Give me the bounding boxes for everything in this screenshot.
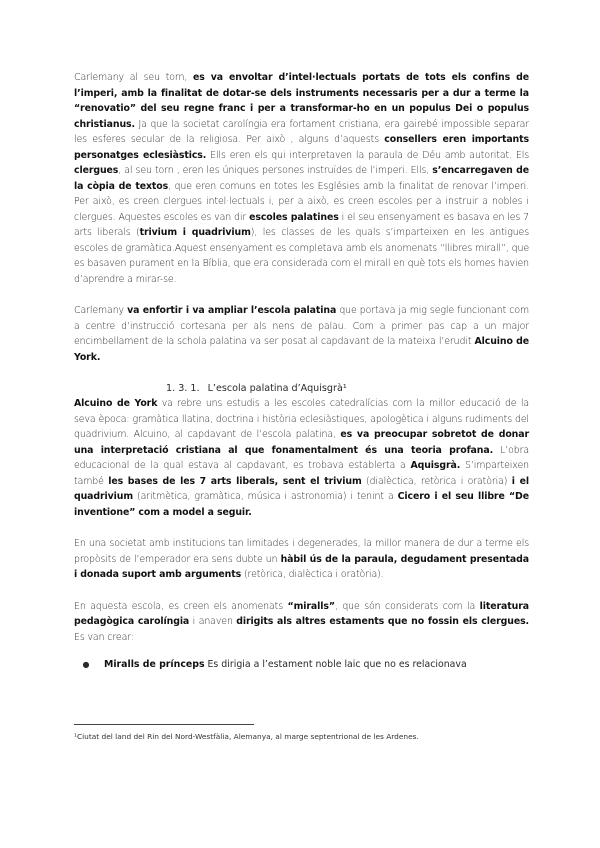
text-run: Ells eren els qui interpretaven la paraula de Déu amb autoritat. Els	[206, 149, 529, 161]
paragraph-escola-palatina	[74, 303, 529, 365]
bullet-icon: ●	[82, 660, 90, 669]
bold-text-run: escoles palatines	[249, 211, 339, 223]
text-run: va rebre uns estudis a les escoles catedralícias com la millor educació de la seva època: gramàtica llatina, doctrina i història eclesiàstiques, apologètica i alguns rudiments del quadrivium. Alcuino, al capdavant de l’escola palatina,	[74, 398, 529, 440]
text-run: (dialèctica, retòrica i oratòria)	[361, 475, 512, 487]
bold-text-run: clergues	[74, 165, 119, 176]
bold-text-run: trivium i quadrivium	[139, 227, 251, 238]
list-item-term: Miralls de prínceps	[104, 659, 205, 670]
bold-text-run: s’encarregaven de la còpia de textos	[74, 165, 529, 192]
section-number: 1. 3. 1.	[166, 383, 200, 394]
text-run: que portava ja mig segle funcionant com a centre d’instrucció cortesana per als nens de palau. Com a primer pas cap a un major encimbellament de la schola palatina va ser posat al capdavant de la mateixa l’erudit	[74, 305, 529, 347]
text-run: Carlemany	[74, 305, 128, 316]
bold-text-run: hàbil ús de la paraula, degudament presentada i donada suport amb arguments	[74, 553, 529, 580]
text-run: , al seu torn , eren les úniques persones instruïdes de l’imperi. Ells,	[118, 165, 433, 176]
section-title: L’escola palatina d’Aquisgrà¹	[207, 383, 347, 394]
bold-text-run: les bases de les 7 arts liberals, sent el trivium	[108, 475, 362, 487]
bold-text-run: Cicero i el seu llibre “De inventione” com a model a seguir.	[74, 491, 530, 518]
list-item-text	[104, 657, 467, 673]
section-heading	[74, 381, 529, 396]
text-run: En una societat amb institucions tan limitades i degenerades, la millor manera de dur a terme els propòsits de l’emperador era sens dubte un	[74, 538, 529, 565]
text-run: , que són considerats com la	[334, 600, 480, 612]
text-run: (retòrica, dialèctica i oratòria).	[241, 569, 384, 580]
text-run: i anaven	[189, 616, 237, 627]
text-run: Ja que la societat carolíngia era fortament cristiana, era gairebé impossible separar les esferes secular de la religiosa. Per això , alguns d’aquests	[74, 118, 529, 145]
page-content	[74, 70, 529, 673]
footnote-separator	[74, 724, 254, 725]
bold-text-run: literatura pedagògica carolíngia	[74, 600, 529, 627]
text-run: Es van crear:	[74, 631, 134, 643]
bold-text-run: dirigits als altres estaments que no fossin els clergues.	[236, 616, 530, 627]
list-item	[74, 657, 529, 673]
paragraph-carlemany-intro	[74, 70, 529, 287]
text-run: , que eren comuns en totes les Esglésies amb la finalitat de renovar l’imperi. Per això, es creen clergues intel·lectuals i, per a això, es creen escoles per a instruir a nobles i clergues. Aquestes escoles es van dir	[74, 180, 529, 223]
text-run: i el seu ensenyament es basava en les 7 arts liberals (	[74, 211, 529, 238]
bold-text-run: Alcuino de York	[74, 398, 158, 409]
text-run: L’obra educacional de la qual estava al capdavant, es trobava establerta a	[74, 444, 529, 471]
bold-text-run: Alcuino de York.	[74, 336, 529, 363]
paragraph-societat	[74, 536, 529, 583]
bold-text-run: i el quadrivium	[74, 475, 529, 502]
text-run: ), les classes de les quals s’imparteixen en les antigues escoles de gramàtica.Aquest ensenyament es completava amb els anomenats “llibres mirall”, que es basaven purament en la Bíblia, que era considerada com el mirall en què tots els homes havien d’aprendre a mirar-se.	[74, 227, 530, 285]
paragraph-alcuino	[74, 396, 529, 520]
bold-text-run: “miralls”	[287, 600, 335, 612]
bold-text-run: Aquisgrà.	[410, 460, 461, 471]
text-run: En aquesta escola, es creen els anomenats	[74, 600, 288, 612]
bold-text-run: es va envoltar d’intel·lectuals portats de tots els confins de l’imperi, amb la finalitat de dotar-se dels instruments necessaris per a dur a terme la “renovatio” del seu regne franc i per a transformar-ho en un populus Dei o populus christianus.	[74, 72, 529, 130]
list-item-description: Es dirigia a l’estament noble laic que no es relacionava	[204, 659, 467, 670]
bold-text-run: va enfortir i va ampliar l’escola palatina	[127, 305, 337, 316]
bold-text-run: consellers eren importants personatges eclesiàstics.	[74, 134, 529, 161]
text-run: Carlemany al seu torn,	[74, 72, 193, 83]
paragraph-miralls	[74, 599, 529, 646]
bold-text-run: es va preocupar sobretot de donar una interpretació cristiana al que fonamentalment és una teoria profana.	[74, 429, 529, 456]
text-run: S’imparteixen també	[74, 460, 529, 487]
text-run: (aritmètica, gramàtica, música i astronomia) i tenint a	[133, 491, 398, 502]
footnote: ¹Ciutat del land del Rin del Nord-Westfàlia, Alemanya, al marge septentrional de les Ardenes.	[74, 732, 419, 741]
